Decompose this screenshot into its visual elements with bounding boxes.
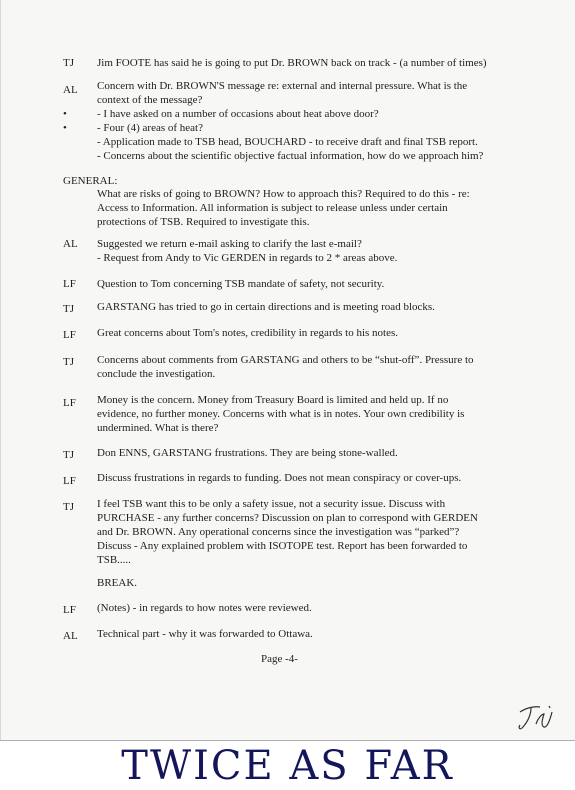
- speaker-initials: AL: [63, 238, 78, 250]
- break-text: [97, 576, 537, 590]
- entry-text: [97, 446, 537, 460]
- entry-line: BREAK.: [97, 577, 138, 589]
- bullet-mark: •: [63, 108, 67, 120]
- speaker-initials: TJ: [63, 57, 74, 69]
- entry-line: Discuss frustrations in regards to funding. Does not mean conspiracy or cover-ups.: [97, 472, 462, 484]
- entry-text: [97, 237, 537, 265]
- entry-line: Suggested we return e-mail asking to clarify the last e-mail?: [97, 238, 362, 250]
- entry-line: and Dr. BROWN. Any operational concerns since the investigation was “parked”?: [97, 526, 460, 538]
- speaker-initials: TJ: [63, 356, 74, 368]
- general-heading: GENERAL:: [63, 175, 118, 187]
- entry-text: [97, 627, 537, 641]
- entry-line: Concerns about comments from GARSTANG and others to be “shut-off”. Pressure to: [97, 354, 474, 366]
- entry-line: undermined. What is there?: [97, 422, 219, 434]
- entry-line: Don ENNS, GARSTANG frustrations. They are being stone-walled.: [97, 447, 398, 459]
- entry-line: Discuss - Any explained problem with ISOTOPE test. Report has been forwarded to: [97, 540, 468, 552]
- entry-line: evidence, no further money. Concerns with what is in notes. Your own credibility is: [97, 408, 465, 420]
- entry-text: [97, 277, 537, 291]
- speaker-initials: TJ: [63, 501, 74, 513]
- entry-line: (Notes) - in regards to how notes were reviewed.: [97, 602, 312, 614]
- speaker-initials: LF: [63, 475, 76, 487]
- banner-text: TWICE AS FAR: [121, 743, 454, 789]
- bullet-line: - Concerns about the scientific objective factual information, how do we approach him?: [97, 150, 484, 162]
- entry-text: [97, 601, 537, 615]
- entry-line: Concern with Dr. BROWN'S message re: external and internal pressure. What is the: [97, 80, 468, 92]
- entry-line: TSB.....: [97, 554, 131, 566]
- bullet-mark: •: [63, 122, 67, 134]
- speaker-initials: LF: [63, 604, 76, 616]
- general-line: What are risks of going to BROWN? How to approach this? Required to do this - re:: [97, 188, 470, 200]
- entry-line: Question to Tom concerning TSB mandate of safety, not security.: [97, 278, 385, 290]
- entry-line: Great concerns about Tom's notes, credibility in regards to his notes.: [97, 327, 398, 339]
- bullet-line: - Application made to TSB head, BOUCHARD - to receive draft and final TSB report.: [97, 136, 478, 148]
- entry-text: [97, 56, 537, 70]
- entry-text: [97, 300, 537, 314]
- entry-line: - Request from Andy to Vic GERDEN in regards to 2 * areas above.: [97, 252, 398, 264]
- entry-line: conclude the investigation.: [97, 368, 216, 380]
- page-number: Page -4-: [261, 653, 298, 665]
- entry-text: [97, 79, 537, 107]
- divider: [0, 740, 575, 741]
- entry-text: [97, 326, 537, 340]
- general-line: Access to Information. All information is subject to release unless under certain: [97, 202, 448, 214]
- general-line: protections of TSB. Required to investigate this.: [97, 216, 310, 228]
- bullet-line: - Four (4) areas of heat?: [97, 122, 203, 134]
- entry-line: Technical part - why it was forwarded to Ottawa.: [97, 628, 313, 640]
- speaker-initials: LF: [63, 397, 76, 409]
- speaker-initials: TJ: [63, 303, 74, 315]
- bullet-line: - I have asked on a number of occasions about heat above door?: [97, 108, 379, 120]
- entry-line: GARSTANG has tried to go in certain directions and is meeting road blocks.: [97, 301, 435, 313]
- entry-line: Money is the concern. Money from Treasury Board is limited and held up. If no: [97, 394, 449, 406]
- general-text: [97, 187, 527, 229]
- entry-text: [97, 393, 537, 435]
- entry-text: [97, 497, 537, 567]
- handwritten-initials: [516, 700, 556, 734]
- entry-text: [97, 353, 537, 381]
- entry-text: [97, 471, 537, 485]
- entry-line: Jim FOOTE has said he is going to put Dr. BROWN back on track - (a number of times): [97, 57, 487, 69]
- speaker-initials: TJ: [63, 449, 74, 461]
- entry-line: context of the message?: [97, 94, 203, 106]
- entry-line: I feel TSB want this to be only a safety issue, not a security issue. Discuss with: [97, 498, 446, 510]
- speaker-initials: LF: [63, 278, 76, 290]
- speaker-initials: AL: [63, 630, 78, 642]
- speaker-initials: LF: [63, 329, 76, 341]
- entry-line: PURCHASE - any further concerns? Discussion on plan to correspond with GERDEN: [97, 512, 478, 524]
- speaker-initials: AL: [63, 84, 78, 96]
